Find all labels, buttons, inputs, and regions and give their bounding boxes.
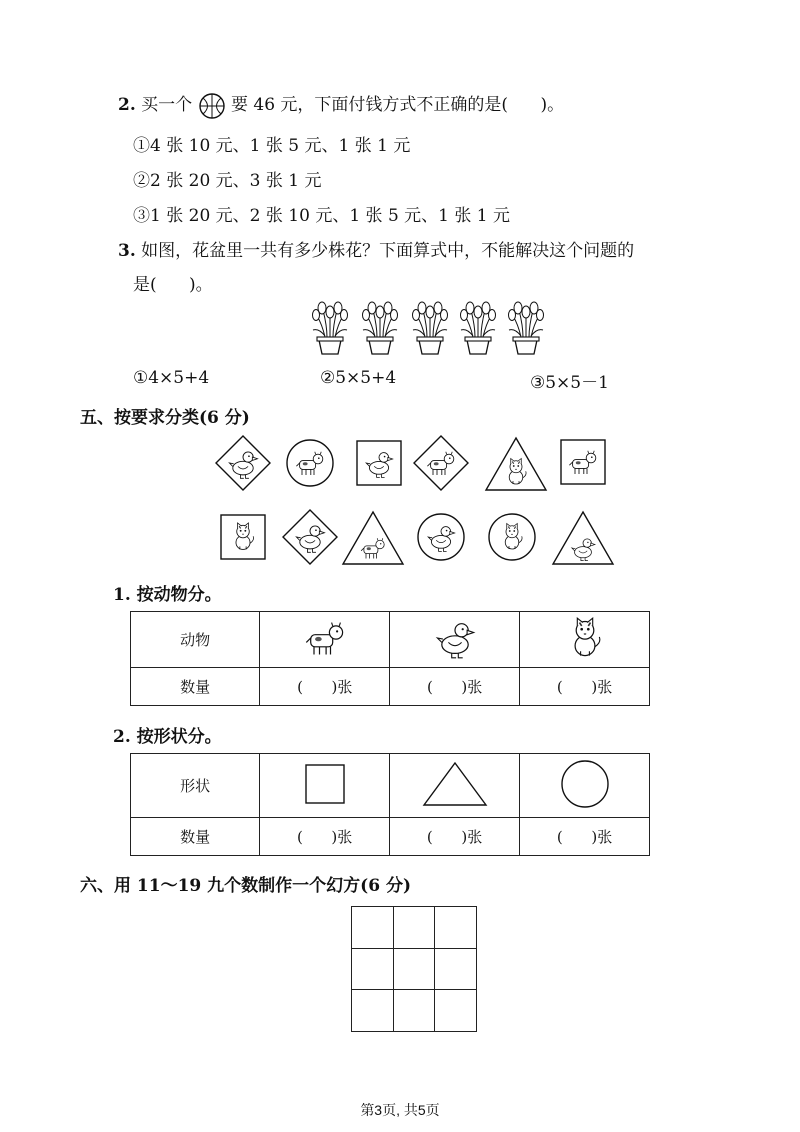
magic-square-cell[interactable] [435, 990, 477, 1032]
card-triangle-cat [486, 438, 546, 490]
card-diamond-duck [216, 436, 270, 490]
magic-square-cell[interactable] [435, 907, 477, 949]
magic-square-cell[interactable] [393, 907, 435, 949]
animal-header: 动物 [131, 612, 260, 668]
triangle-cell [390, 754, 520, 818]
cat-icon [560, 616, 610, 660]
cat-cell [520, 612, 650, 668]
card-circle-cat [489, 514, 535, 560]
section6-title: 六、用 11～19 九个数制作一个幻方(6 分) [80, 876, 411, 896]
duck-count-answer[interactable]: ( )张 [390, 668, 520, 706]
q2-option-1: ①4 张 10 元、1 张 5 元、1 张 1 元 [133, 136, 411, 156]
card-diamond-duck [283, 510, 337, 564]
cow-cell [260, 612, 390, 668]
circle-cell [520, 754, 650, 818]
magic-square-cell[interactable] [393, 990, 435, 1032]
q2-option-3: ③1 张 20 元、2 张 10 元、1 张 5 元、1 张 1 元 [133, 206, 511, 226]
card-square-duck [357, 441, 401, 485]
q3-text-line2: 是( )。 [133, 275, 213, 295]
circle-icon [558, 757, 612, 811]
square-icon [300, 759, 350, 809]
q2-prefix: 买一个 [141, 95, 193, 115]
q2-suffix: 要 46 元，下面付钱方式不正确的是( [230, 95, 509, 115]
q3-number: 3. [118, 241, 136, 261]
shape-header: 形状 [131, 754, 260, 818]
magic-square-cell[interactable] [393, 948, 435, 990]
q3-option-3: ③5×5－1 [530, 373, 609, 393]
triangle-count-answer[interactable]: ( )张 [390, 818, 520, 856]
card-square-cat [221, 515, 265, 559]
triangle-icon [420, 759, 490, 809]
q2-close: )。 [540, 95, 565, 115]
magic-square-cell[interactable] [435, 948, 477, 990]
page-footer: 第3页, 共5页 [360, 1102, 440, 1118]
card-square-cow [561, 440, 605, 484]
card-triangle-duck [553, 512, 613, 564]
section5-title: 五、按要求分类(6 分) [80, 408, 250, 428]
magic-square-grid [351, 906, 477, 1032]
cow-icon [300, 616, 350, 660]
part2-title: 2. 按形状分。 [113, 727, 222, 747]
q3-option-1: ①4×5+4 [133, 368, 210, 388]
q3-option-2: ②5×5+4 [320, 368, 397, 388]
part1-title: 1. 按动物分。 [113, 585, 222, 605]
magic-square-cell[interactable] [352, 907, 394, 949]
q2-option-2: ②2 张 20 元、3 张 1 元 [133, 171, 322, 191]
magic-square-cell[interactable] [352, 990, 394, 1032]
duck-icon [430, 616, 480, 660]
card-diamond-cow [414, 436, 468, 490]
count-header: 数量 [131, 818, 260, 856]
square-count-answer[interactable]: ( )张 [260, 818, 390, 856]
card-circle-duck [418, 514, 464, 560]
count-header: 数量 [131, 668, 260, 706]
animal-count-table [130, 611, 650, 706]
duck-cell [390, 612, 520, 668]
cow-count-answer[interactable]: ( )张 [260, 668, 390, 706]
q3-text-line1: 如图，花盆里一共有多少株花？下面算式中，不能解决这个问题的 [141, 241, 635, 261]
card-circle-cow [287, 440, 333, 486]
card-triangle-cow [343, 512, 403, 564]
circle-count-answer[interactable]: ( )张 [520, 818, 650, 856]
shape-count-table [130, 753, 650, 856]
q2-number: 2. [118, 95, 136, 115]
square-cell [260, 754, 390, 818]
magic-square-cell[interactable] [352, 948, 394, 990]
cat-count-answer[interactable]: ( )张 [520, 668, 650, 706]
